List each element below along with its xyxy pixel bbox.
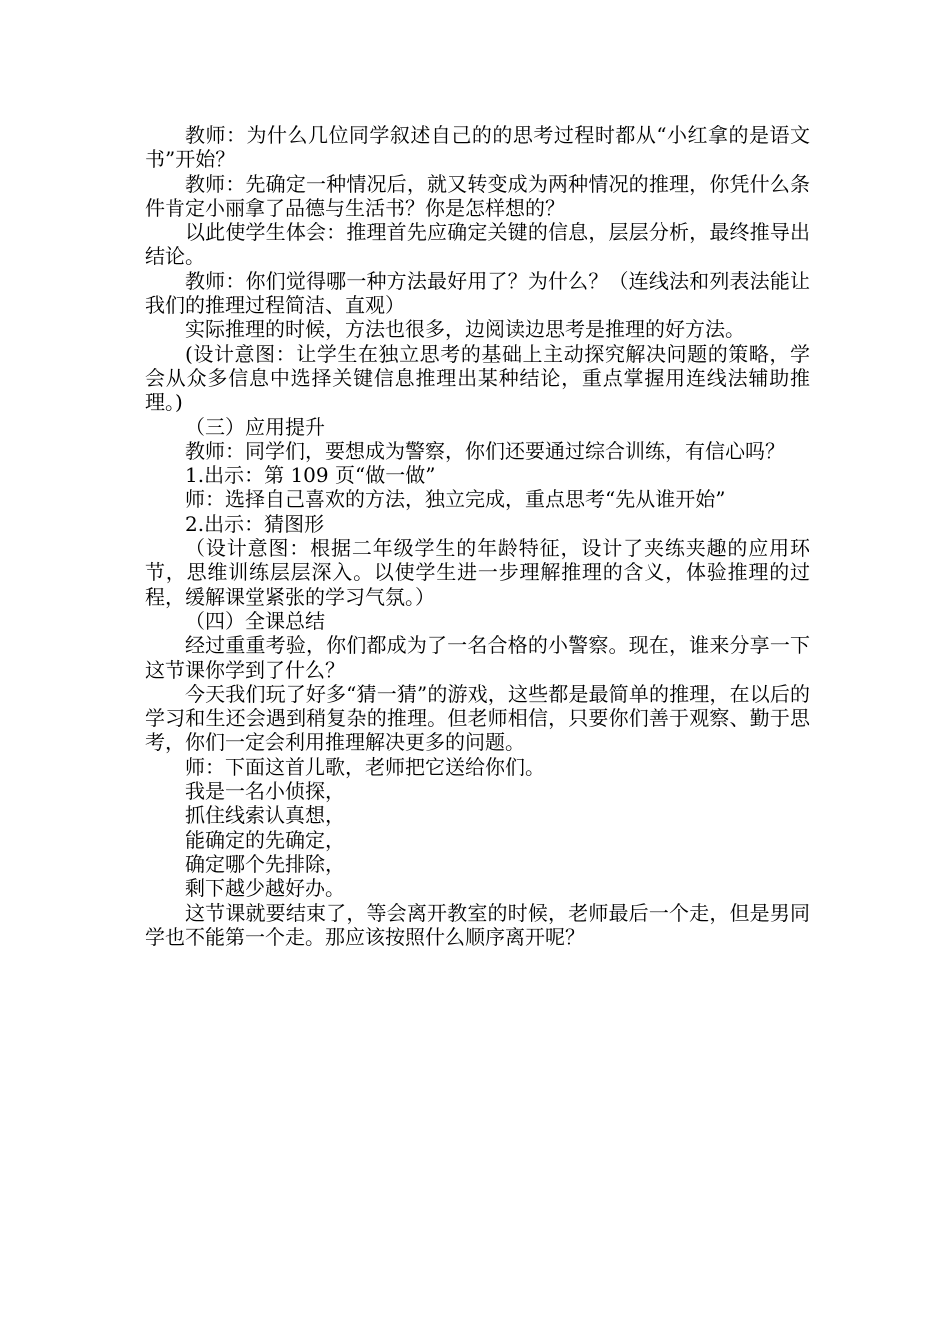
paragraph-closing-question: 这节课就要结束了，等会离开教室的时候，老师最后一个走，但是男同学也不能第一个走。那应该按照什么顺序离开呢？: [145, 900, 810, 949]
rhyme-line-3: 能确定的先确定，: [185, 827, 345, 852]
paragraph-teacher-encouragement: 教师：同学们，要想成为警察，你们还要通过综合训练，有信心吗？: [185, 438, 785, 463]
paragraph-design-intent-1: (设计意图：让学生在独立思考的基础上主动探究解决问题的策略，学会从众多信息中选择关键信息推理出某种结论，重点掌握用连线法辅助推理。): [145, 341, 810, 415]
paragraph-teacher-instruction: 师：选择自己喜欢的方法，独立完成，重点思考“先从谁开始”: [185, 487, 726, 512]
rhyme-line-4: 确定哪个先排除，: [185, 851, 345, 876]
paragraph-exercise-2: 2.出示：猜图形: [185, 511, 325, 536]
rhyme-line-5: 剩下越少越好办。: [185, 876, 345, 901]
section-heading-summary: （四）全课总结: [185, 608, 325, 633]
paragraph-exercise-1: 1.出示：第 109 页“做一做”: [185, 463, 436, 488]
paragraph-rhyme-intro: 师：下面这首儿歌，老师把它送给你们。: [185, 754, 545, 779]
rhyme-line-1: 我是一名小侦探，: [185, 779, 345, 804]
document-body: [145, 123, 810, 949]
paragraph-teacher-question-1: 教师：为什么几位同学叙述自己的的思考过程时都从“小红拿的是语文书”开始？: [145, 123, 810, 172]
paragraph-student-experience: 以此使学生体会：推理首先应确定关键的信息，层层分析，最终推导出结论。: [145, 220, 810, 269]
section-heading-application: （三）应用提升: [185, 414, 325, 439]
paragraph-teacher-question-2: 教师：先确定一种情况后，就又转变成为两种情况的推理，你凭什么条件肯定小丽拿了品德与生活书？你是怎样想的？: [145, 171, 810, 220]
paragraph-teacher-question-3: 教师：你们觉得哪一种方法最好用了？为什么？（连线法和列表法能让我们的推理过程简洁、直观）: [145, 268, 810, 318]
paragraph-summary-reflection: 今天我们玩了好多“猜一猜”的游戏，这些都是最简单的推理，在以后的学习和生还会遇到稍复杂的推理。但老师相信，只要你们善于观察、勤于思考，你们一定会利用推理解决更多的问题。: [145, 681, 810, 755]
paragraph-reasoning-methods: 实际推理的时候，方法也很多，边阅读边思考是推理的好方法。: [185, 317, 745, 342]
paragraph-summary-question: 经过重重考验，你们都成为了一名合格的小警察。现在，谁来分享一下这节课你学到了什么？: [145, 633, 810, 682]
rhyme-line-2: 抓住线索认真想，: [185, 803, 345, 828]
paragraph-design-intent-2: （设计意图：根据二年级学生的年龄特征，设计了夹练夹趣的应用环节，思维训练层层深入。以使学生进一步理解推理的含义，体验推理的过程，缓解课堂紧张的学习气氛。）: [145, 536, 810, 609]
